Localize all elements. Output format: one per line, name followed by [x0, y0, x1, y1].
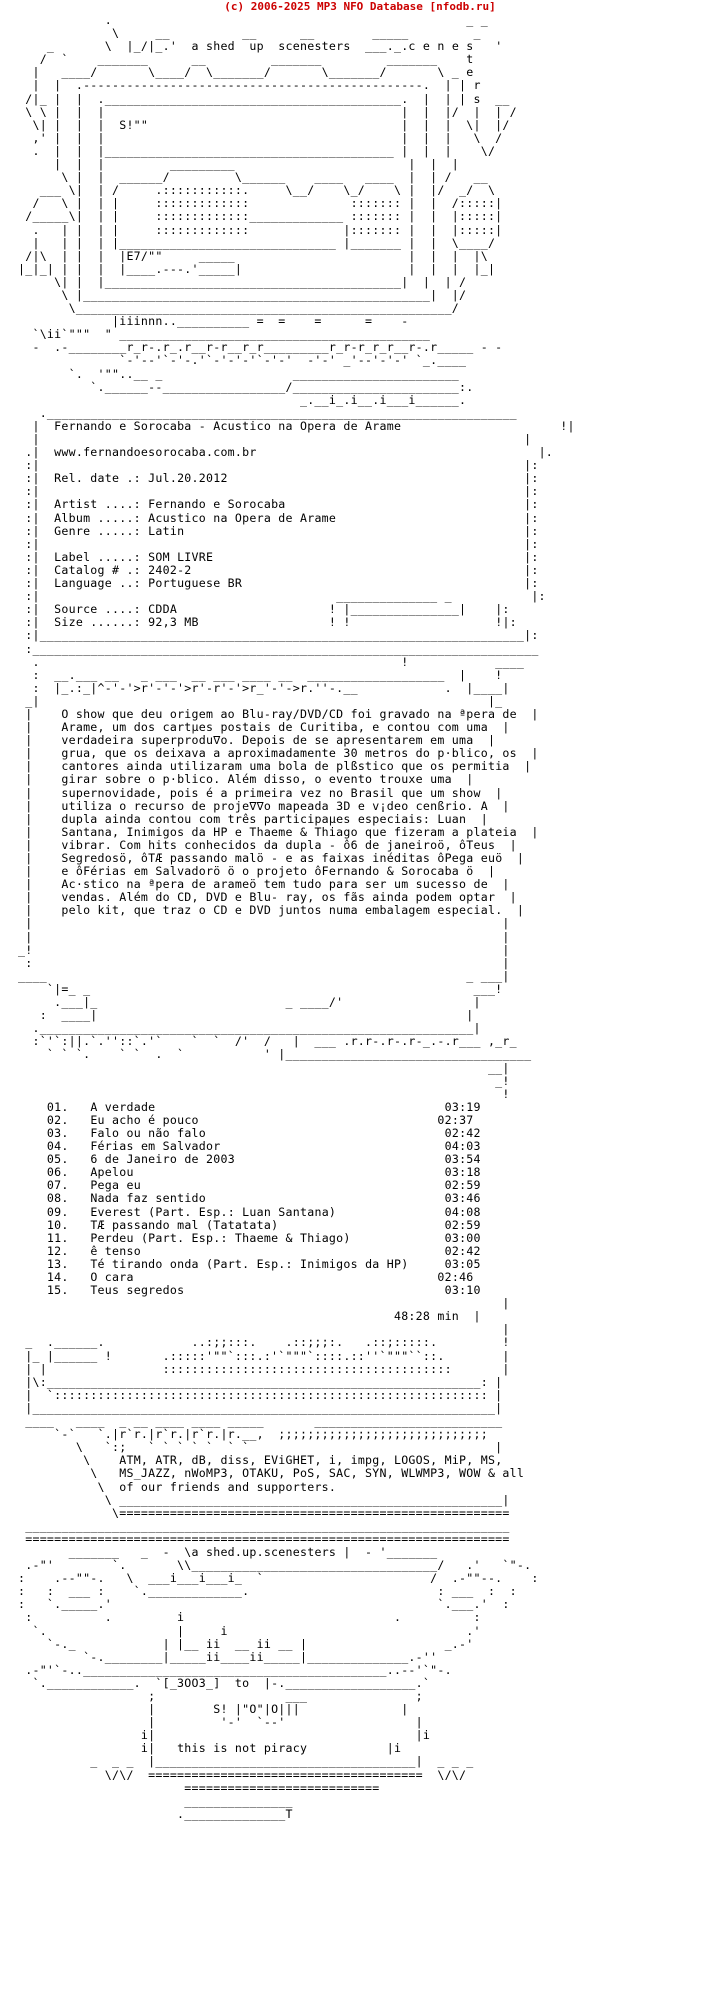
- track-03-title: Falo ou não falo: [90, 1125, 207, 1140]
- release-url: www.fernandoesorocaba.com.br: [54, 445, 257, 460]
- notes-line-5: cantores ainda utilizaram uma bola de plßstico que os permitia: [61, 759, 510, 774]
- notes-line-2: Arame, um dos cartµes postais de Curitiba, e contou com uma: [61, 720, 488, 735]
- track-03-time: 02:42: [444, 1125, 481, 1140]
- track-01-title: A verdade: [90, 1099, 156, 1114]
- notes-line-16: pelo kit, que traz o CD e DVD juntos numa embalagem especial.: [61, 903, 503, 918]
- track-10-time: 02:59: [444, 1217, 481, 1232]
- greets-line-1: ATM, ATR, dB, diss, EViGHET, i, impg, LOGOS, MiP, MS,: [119, 1453, 503, 1468]
- notes-line-14: Ac·stico na ªpera de arameö tem tudo para ser um sucesso de: [61, 877, 488, 892]
- track-13-title: Té tirando onda (Part. Esp.: Inimigos da HP): [90, 1256, 409, 1271]
- language-label: Language ..:: [54, 576, 141, 591]
- total-time: 48:28 min: [393, 1309, 460, 1324]
- track-11-title: Perdeu (Part. Esp.: Thaeme & Thiago): [90, 1230, 351, 1245]
- genre-label: Genre .....:: [54, 523, 141, 538]
- track-06-time: 03:18: [444, 1165, 481, 1180]
- track-07-time: 02:59: [444, 1178, 481, 1193]
- track-15-num: 15.: [46, 1283, 69, 1298]
- size-value: 92,3 MB: [148, 615, 199, 630]
- track-11-num: 11.: [46, 1230, 69, 1245]
- footer-year: S!: [213, 1702, 228, 1717]
- source-label: Source ....:: [54, 602, 141, 617]
- greets-line-2: MS_JAZZ, nWoMP3, OTAKU, PoS, SAC, SYN, WLWMP3, WOW & all: [119, 1466, 525, 1481]
- album-value: Acustico na Opera de Arame: [148, 510, 337, 525]
- nfo-art: . _ _ \ __ __ __ _____ _ _ \ |_/|_.' a shed up scenesters ___._.c e n e s ' / ` _______ __ _______ _______ t | ____/ \____/ \_______/ \_______/ \ _ e | | .-----------------------------------------------. | | r /|_ | | ._________________________________________. | | | s __ \ \ | | | | | |/ | | / \| | | | S!"" | | | \| |/ ,' | | | | | | \ / . | | |________________________________________ | | | \/ | | | _________ | | | \ | | ______/ \______ ____ ____ | | / __ ___ \| | / .:::::::::::. \__/ \_/ \ | |/ _/ \ / \ | | | ::::::::::::: ::::::: | | /:::::| /_____\| | | :::::::::::::_____________ ::::::: | | |:::::| . | | | | ::::::::::::: |::::::: | | |:::::| | | | | |______________________________ |_______ | | \____/ /|\ | | | |E7/"" _____ | | | |\ |_|_| | | | |____.---.'_____| | | | |_| \| | |_________________________________________| | | / \ |________________________________________________| |/ \____________________________________________________/ |iiinnn..__________ = = = = - `\ii`""" " ___________________________________________ - .-________r_r-.r_.r__r-r__r_r_________r_r-r_r_r__r-.r_____ - - `-'--'`-'-.'`-'-'-'`-'-' -'-' _'--'-'-' `_.____ `. '""..__ _ _______________________ `.______--_________________/_______________________:. _.__i_.i__.i___i______. ._________________________________________________________________ | Fernando e Sorocaba - Acustico na Opera de Arame !| | | .| www.fernandoesorocaba.com.br |. :| |: :| Rel. date .: Jul.20.2012 |: :| |: :| Artist ....: Fernando e Sorocaba |: :| Album .....: Acustico na Opera de Arame |: :| Genre .....: Latin |: :| |: :| Label .....: SOM LIVRE |: :| Catalog # .: 2402-2 |: :| Language ..: Portuguese BR |: :| ______________ _ |: :| Source ....: CDDA ! |_______________| |: :| Size ......: 92,3 MB ! ! !|: :|___________________________________________________________________|: :______________________________________________________________________ . ! ____ : __.___ __ _ ___ __ ___ ____ __ ___________________ | ! : |_.:_|^-'-'>r'-'-'>r'-r'-'>r_'-'->r.''-.__ . |____| _| |_ | O show que deu origem ao Blu-ray/DVD/CD foi gravado na ªpera de | | Arame, um dos cartµes postais de Curitiba, e contou com uma | | verdadeira superprodu∇o. Depois de se apresentarem em uma | | grua, que os deixava a aproximadamente 30 metros do p·blico, os | | cantores ainda utilizaram uma bola de plßstico que os permitia | | girar sobre o p·blico. Além disso, o evento trouxe uma | | supernovidade, pois é a primeira vez no Brasil que um show | | utiliza o recurso de proje∇∇o mapeada 3D e v¡deo cenßrio. A | | dupla ainda contou com três participaµes especiais: Luan | | Santana, Inimigos da HP e Thaeme & Thiago que fizeram a plateia | | vibrar. Com hits conhecidos da dupla - ô6 de janeiroö, ôTeus | | Segredosö, ôTÆ passando malö - e as faixas inéditas ôPega euö | | e ôFérias em Salvadorö ö o projeto ôFernando & Sorocaba ö | | Ac·stico na ªpera de arameö tem tudo para ser um sucesso de | | vendas. Além do CD, DVD e Blu- ray, os fãs ainda podem optar | | pelo kit, que traz o CD e DVD juntos numa embalagem especial. | | | | | _! | : | ____ _ ___| `|=_ _ ___! .___|_ _ ____/' | : ____| | .____________________________________________________________| :`'`:||.`.''::`.'` ` ` /' / | ___ .r.r-.r-.r-_.-.r___ ,_r_ ` ` `. ` ` . ` ' |__________________________________ __| _! ! 01. A verdade 03:19 02. Eu acho é pouco 02:37 03. Falo ou não falo 02:42 04. Férias em Salvador 04:03 05. 6 de Janeiro de 2003 03:54 06. Apelou 03:18 07. Pega eu 02:59 08. Nada faz sentido 03:46 09. Everest (Part. Esp.: Luan Santana) 04:08 10. TÆ passando mal (Tatatata) 02:59 11. Perdeu (Part. Esp.: Thaeme & Thiago) 03:00 12. ê tenso 02:42 13. Té tirando onda (Part. Esp.: Inimigos da HP) 03:05 14. O cara 02:46 15. Teus segredos 03:10 | 48:28 min | | _ .______. ..:;;:::. .::;;;:. .::;:::::. ! |_ |______ ! .:::::'""`:::.:'`"""`::::.::''`"""``::. | | | :::::::::::::::::::::::::::::::::::::::: | |\:____________________________________________________________: | | `:::::::::::::::::::::::::::::::::::::::::::::::::::::::::::: | |________________________________________________________________| ____ ____ _ __ ____ ____ _____ __________________________ `-` `.|r`r.|r`r.|r`r.|r.__, ;;;;;;;;;;;;;;;;;;;;;;;;;;;;; \ `:; ` ` ` ` ` ` ` | \ ATM, ATR, dB, diss, EViGHET, i, impg, LOGOS, MiP, MS, \ MS_JAZZ, nWoMP3, OTAKU, PoS, SAC, SYN, WLWMP3, WOW & all \ of our friends and supporters. \ _____________________________________________________| \====================================================== ___________________________________________________________________ =================================================================== _______ _ - \a shed.up.scenesters | - '_______ .-"' `. \\__________________________________/ .' `"-. : .--""-. \ ___i___i___i_ ` / .-""--. : : : ___ : `._____________. : ___ : : : `._____.' `.___.' : : . i . : `. | i .' `-._ | |__ ii __ ii __ | _.-' `-.________|_____ii____ii_____|______________.-'' .-"'`-..__________________________________________..--'`"-. `.____________. `[_3OO3_] to |-.__________________.` ; ___ ; | S! |"O"|O||| | | '-' `--' | i| |i i| this is not piracy |i _ _ _ |____________________________________| _ _ _ \/\/ ====================================== \/\/ =========================== _______________ .______________T: [18, 14, 575, 1821]
- notes-line-8: utiliza o recurso de proje∇∇o mapeada 3D e v¡deo cenßrio. A: [61, 798, 488, 813]
- track-05-time: 03:54: [444, 1152, 481, 1167]
- track-03-num: 03.: [46, 1125, 69, 1140]
- track-09-title: Everest (Part. Esp.: Luan Santana): [90, 1204, 337, 1219]
- footer-tag: a shed.up.scenesters: [191, 1544, 337, 1559]
- release-title: Fernando e Sorocaba - Acustico na Opera de Arame: [54, 418, 402, 433]
- footer-to: to: [234, 1675, 250, 1690]
- genre-value: Latin: [148, 523, 185, 538]
- track-12-time: 02:42: [444, 1243, 481, 1258]
- track-09-time: 04:08: [444, 1204, 481, 1219]
- label-label: Label .....:: [54, 549, 141, 564]
- track-07-num: 07.: [46, 1178, 69, 1193]
- track-10-title: TÆ passando mal (Tatatata): [90, 1217, 279, 1232]
- size-label: Size ......:: [54, 615, 141, 630]
- notes-line-1: O show que deu origem ao Blu-ray/DVD/CD foi gravado na ªpera de: [61, 706, 517, 721]
- footer-slogan: this is not piracy: [177, 1741, 308, 1756]
- track-07-title: Pega eu: [90, 1178, 141, 1193]
- track-02-num: 02.: [46, 1112, 69, 1127]
- track-14-time: 02:46: [437, 1270, 474, 1284]
- notes-line-7: supernovidade, pois é a primeira vez no Brasil que um show: [61, 785, 481, 800]
- catalog-value: 2402-2: [148, 562, 192, 577]
- notes-line-4: grua, que os deixava a aproximadamente 30 metros do p·blico, os: [61, 746, 517, 761]
- track-06-num: 06.: [46, 1165, 69, 1180]
- label-value: SOM LIVRE: [148, 549, 214, 564]
- artist-label: Artist ....:: [54, 497, 141, 512]
- track-13-time: 03:05: [444, 1256, 481, 1271]
- notes-line-12: Segredosö, ôTÆ passando malö - e as faixas inéditas ôPega euö: [61, 851, 503, 865]
- rel-date-label: Rel. date .:: [54, 471, 141, 486]
- greets-line-3: of our friends and supporters.: [119, 1479, 337, 1494]
- track-05-num: 05.: [46, 1152, 69, 1167]
- track-13-num: 13.: [46, 1256, 69, 1271]
- track-14-title: O cara: [90, 1270, 134, 1284]
- album-label: Album .....:: [54, 510, 141, 525]
- language-value: Portuguese BR: [148, 576, 243, 591]
- track-10-num: 10.: [46, 1217, 69, 1232]
- notes-line-15: vendas. Além do CD, DVD e Blu- ray, os fãs ainda podem optar: [61, 890, 496, 905]
- track-15-time: 03:10: [444, 1283, 481, 1298]
- track-06-title: Apelou: [90, 1165, 134, 1180]
- track-04-title: Férias em Salvador: [90, 1139, 221, 1154]
- notes-line-9: dupla ainda contou com três participaµes especiais: Luan: [61, 811, 467, 826]
- nfodb-header: (c) 2006-2025 MP3 NFO Database [nfodb.ru]: [224, 0, 496, 13]
- notes-line-6: girar sobre o p·blico. Além disso, o evento trouxe uma: [61, 772, 452, 787]
- artist-value: Fernando e Sorocaba: [148, 497, 286, 512]
- track-05-title: 6 de Janeiro de 2003: [90, 1152, 235, 1167]
- track-04-time: 04:03: [444, 1139, 481, 1154]
- track-08-title: Nada faz sentido: [90, 1191, 207, 1206]
- track-02-title: Eu acho é pouco: [90, 1112, 199, 1127]
- track-01-num: 01.: [46, 1099, 69, 1114]
- track-08-num: 08.: [46, 1191, 69, 1206]
- track-15-title: Teus segredos: [90, 1283, 185, 1298]
- track-09-num: 09.: [46, 1204, 69, 1219]
- track-14-num: 14.: [46, 1270, 69, 1284]
- track-08-time: 03:46: [444, 1191, 481, 1206]
- track-11-time: 03:00: [444, 1230, 481, 1245]
- notes-line-13: e ôFérias em Salvadorö ö o projeto ôFernando & Sorocaba ö: [61, 864, 474, 879]
- track-04-num: 04.: [46, 1139, 69, 1154]
- track-01-time: 03:19: [444, 1099, 481, 1114]
- track-02-time: 02:37: [437, 1112, 474, 1127]
- source-value: CDDA: [148, 602, 178, 617]
- notes-line-10: Santana, Inimigos da HP e Thaeme & Thiago que fizeram a plateia: [61, 824, 517, 839]
- track-12-title: ê tenso: [90, 1243, 141, 1258]
- notes-line-11: vibrar. Com hits conhecidos da dupla - ô6 de janeiroö, ôTeus: [61, 837, 496, 852]
- notes-line-3: verdadeira superprodu∇o. Depois de se apresentarem em uma: [61, 733, 474, 748]
- catalog-label: Catalog # .:: [54, 562, 141, 577]
- track-12-num: 12.: [46, 1243, 69, 1258]
- rel-date-value: Jul.20.2012: [148, 471, 228, 486]
- group-tag: a shed up scenesters: [191, 39, 351, 54]
